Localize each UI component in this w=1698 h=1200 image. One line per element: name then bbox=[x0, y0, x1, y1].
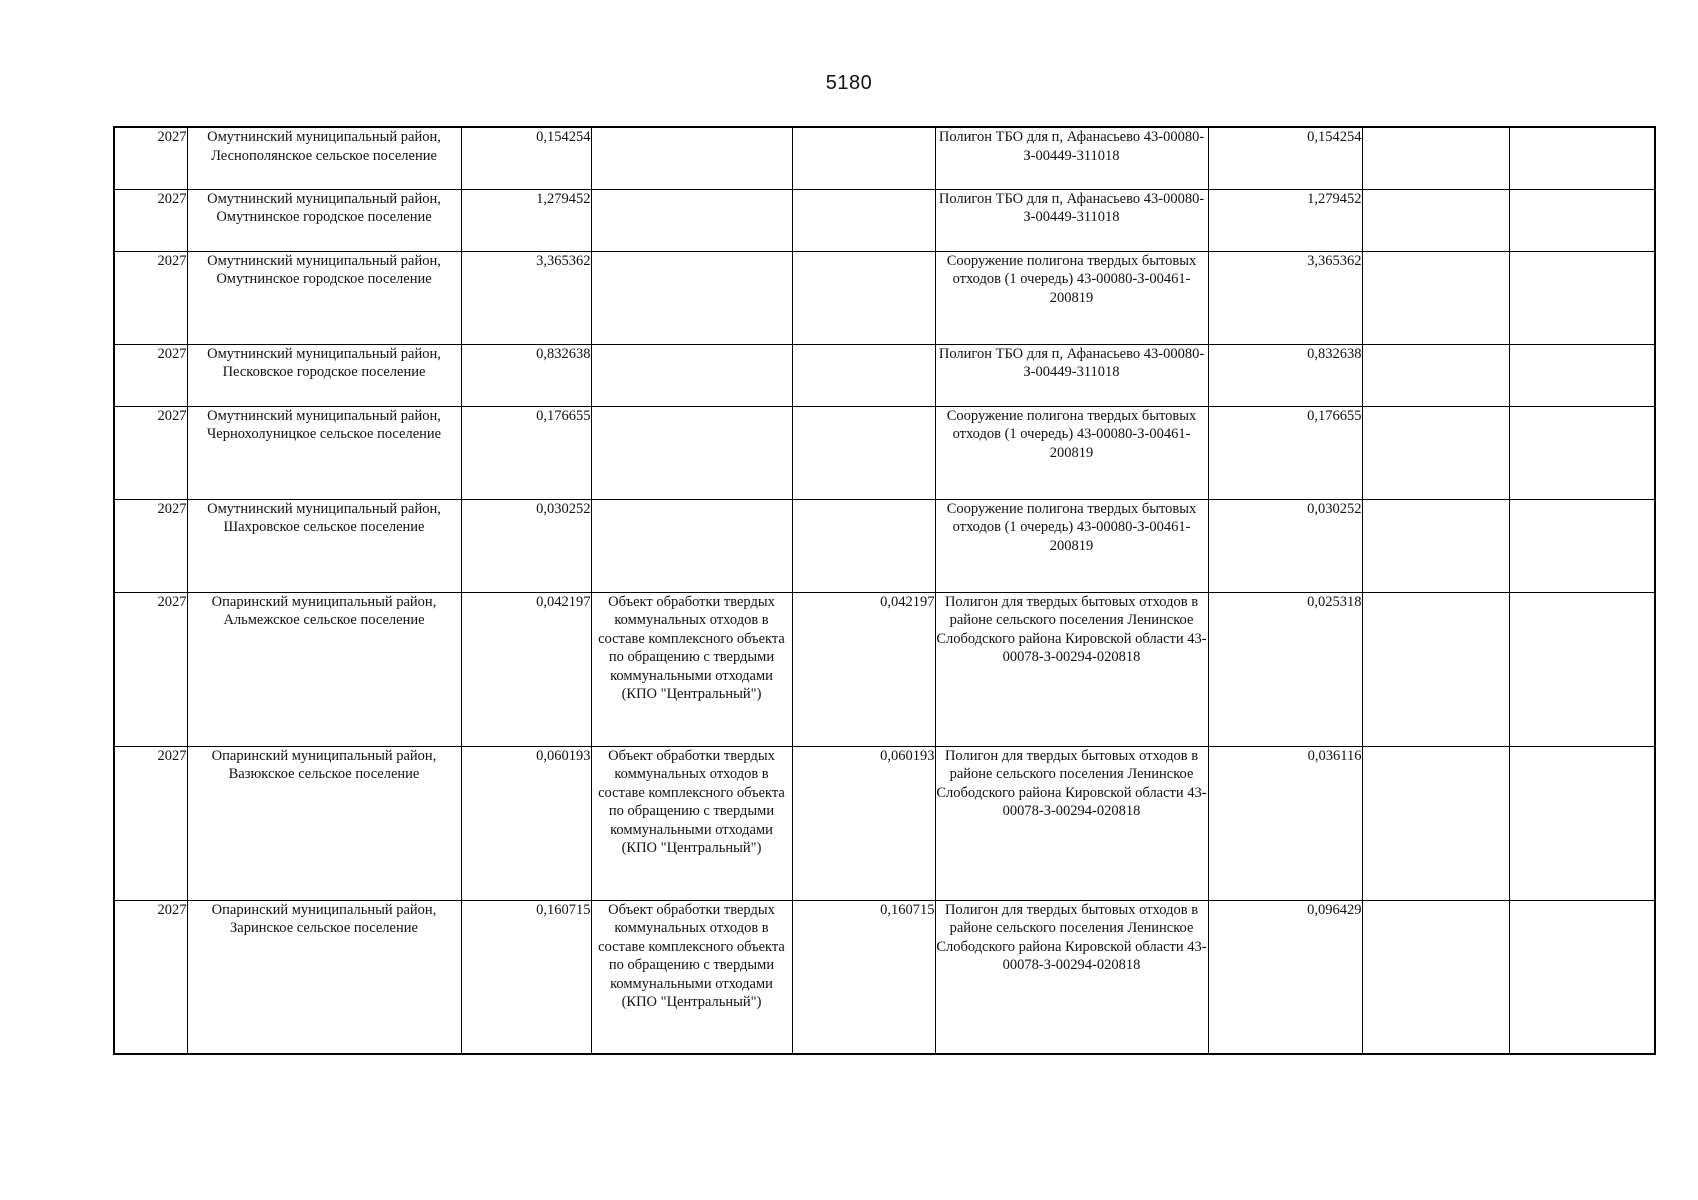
year-cell: 2027 bbox=[114, 746, 187, 900]
empty-cell bbox=[1509, 900, 1655, 1054]
empty-cell bbox=[1509, 251, 1655, 344]
disposal-object-cell: Полигон ТБО для п, Афанасьево 43-00080-З-00449-311018 bbox=[935, 127, 1208, 189]
processing-object-cell bbox=[591, 344, 792, 406]
disposal-object-cell: Полигон ТБО для п, Афанасьево 43-00080-З-00449-311018 bbox=[935, 189, 1208, 251]
disposal-object-cell: Полигон для твердых бытовых отходов в районе сельского поселения Ленинское Слободского района Кировской области 43-00078-З-00294-020818 bbox=[935, 900, 1208, 1054]
processing-volume-cell: 0,160715 bbox=[792, 900, 935, 1054]
territory-cell: Опаринский муниципальный район, Заринское сельское поселение bbox=[187, 900, 461, 1054]
volume-cell: 0,160715 bbox=[461, 900, 591, 1054]
volume-cell: 0,154254 bbox=[461, 127, 591, 189]
processing-object-cell: Объект обработки твердых коммунальных отходов в составе комплексного объекта по обращению с твердыми коммунальными отходами (КПО "Центральный") bbox=[591, 900, 792, 1054]
waste-flow-table bbox=[113, 126, 1656, 1055]
page-number: 5180 bbox=[825, 72, 873, 94]
year-cell: 2027 bbox=[114, 251, 187, 344]
territory-cell: Опаринский муниципальный район, Альмежское сельское поселение bbox=[187, 592, 461, 746]
table-row bbox=[114, 344, 1655, 406]
disposal-volume-cell: 1,279452 bbox=[1208, 189, 1362, 251]
territory-cell: Омутнинский муниципальный район, Шахровское сельское поселение bbox=[187, 499, 461, 592]
table-row bbox=[114, 189, 1655, 251]
disposal-object-cell: Сооружение полигона твердых бытовых отходов (1 очередь) 43-00080-З-00461-200819 bbox=[935, 251, 1208, 344]
volume-cell: 0,176655 bbox=[461, 406, 591, 499]
disposal-object-cell: Полигон ТБО для п, Афанасьево 43-00080-З-00449-311018 bbox=[935, 344, 1208, 406]
processing-volume-cell bbox=[792, 406, 935, 499]
processing-object-cell bbox=[591, 127, 792, 189]
disposal-object-cell: Полигон для твердых бытовых отходов в районе сельского поселения Ленинское Слободского района Кировской области 43-00078-З-00294-020818 bbox=[935, 592, 1208, 746]
processing-object-cell bbox=[591, 499, 792, 592]
disposal-object-cell: Сооружение полигона твердых бытовых отходов (1 очередь) 43-00080-З-00461-200819 bbox=[935, 406, 1208, 499]
volume-cell: 0,042197 bbox=[461, 592, 591, 746]
volume-cell: 3,365362 bbox=[461, 251, 591, 344]
year-cell: 2027 bbox=[114, 592, 187, 746]
empty-cell bbox=[1509, 406, 1655, 499]
year-cell: 2027 bbox=[114, 406, 187, 499]
processing-object-cell bbox=[591, 251, 792, 344]
empty-cell bbox=[1362, 499, 1509, 592]
processing-object-cell: Объект обработки твердых коммунальных отходов в составе комплексного объекта по обращению с твердыми коммунальными отходами (КПО "Центральный") bbox=[591, 592, 792, 746]
disposal-volume-cell: 0,036116 bbox=[1208, 746, 1362, 900]
volume-cell: 0,030252 bbox=[461, 499, 591, 592]
processing-volume-cell bbox=[792, 251, 935, 344]
empty-cell bbox=[1362, 900, 1509, 1054]
empty-cell bbox=[1362, 406, 1509, 499]
territory-cell: Омутнинский муниципальный район, Песковское городское поселение bbox=[187, 344, 461, 406]
table-row bbox=[114, 251, 1655, 344]
empty-cell bbox=[1362, 127, 1509, 189]
empty-cell bbox=[1362, 251, 1509, 344]
disposal-volume-cell: 0,154254 bbox=[1208, 127, 1362, 189]
empty-cell bbox=[1509, 344, 1655, 406]
year-cell: 2027 bbox=[114, 499, 187, 592]
disposal-object-cell: Полигон для твердых бытовых отходов в районе сельского поселения Ленинское Слободского района Кировской области 43-00078-З-00294-020818 bbox=[935, 746, 1208, 900]
year-cell: 2027 bbox=[114, 344, 187, 406]
empty-cell bbox=[1509, 189, 1655, 251]
disposal-volume-cell: 0,030252 bbox=[1208, 499, 1362, 592]
territory-cell: Опаринский муниципальный район, Вазюкское сельское поселение bbox=[187, 746, 461, 900]
empty-cell bbox=[1362, 746, 1509, 900]
disposal-volume-cell: 0,096429 bbox=[1208, 900, 1362, 1054]
territory-cell: Омутнинский муниципальный район, Чернохолуницкое сельское поселение bbox=[187, 406, 461, 499]
year-cell: 2027 bbox=[114, 900, 187, 1054]
processing-volume-cell bbox=[792, 189, 935, 251]
empty-cell bbox=[1362, 189, 1509, 251]
year-cell: 2027 bbox=[114, 189, 187, 251]
territory-cell: Омутнинский муниципальный район, Леснополянское сельское поселение bbox=[187, 127, 461, 189]
table-row bbox=[114, 592, 1655, 746]
territory-cell: Омутнинский муниципальный район, Омутнинское городское поселение bbox=[187, 251, 461, 344]
volume-cell: 1,279452 bbox=[461, 189, 591, 251]
disposal-volume-cell: 0,025318 bbox=[1208, 592, 1362, 746]
empty-cell bbox=[1509, 499, 1655, 592]
processing-volume-cell: 0,042197 bbox=[792, 592, 935, 746]
disposal-volume-cell: 0,176655 bbox=[1208, 406, 1362, 499]
processing-volume-cell bbox=[792, 344, 935, 406]
empty-cell bbox=[1362, 592, 1509, 746]
disposal-object-cell: Сооружение полигона твердых бытовых отходов (1 очередь) 43-00080-З-00461-200819 bbox=[935, 499, 1208, 592]
year-cell: 2027 bbox=[114, 127, 187, 189]
volume-cell: 0,832638 bbox=[461, 344, 591, 406]
processing-object-cell bbox=[591, 406, 792, 499]
disposal-volume-cell: 3,365362 bbox=[1208, 251, 1362, 344]
processing-object-cell: Объект обработки твердых коммунальных отходов в составе комплексного объекта по обращению с твердыми коммунальными отходами (КПО "Центральный") bbox=[591, 746, 792, 900]
table-row bbox=[114, 900, 1655, 1054]
table-row bbox=[114, 499, 1655, 592]
empty-cell bbox=[1509, 127, 1655, 189]
table-row bbox=[114, 746, 1655, 900]
processing-volume-cell bbox=[792, 499, 935, 592]
table-row bbox=[114, 406, 1655, 499]
volume-cell: 0,060193 bbox=[461, 746, 591, 900]
processing-object-cell bbox=[591, 189, 792, 251]
table-row bbox=[114, 127, 1655, 189]
disposal-volume-cell: 0,832638 bbox=[1208, 344, 1362, 406]
empty-cell bbox=[1509, 746, 1655, 900]
empty-cell bbox=[1362, 344, 1509, 406]
empty-cell bbox=[1509, 592, 1655, 746]
processing-volume-cell bbox=[792, 127, 935, 189]
territory-cell: Омутнинский муниципальный район, Омутнинское городское поселение bbox=[187, 189, 461, 251]
processing-volume-cell: 0,060193 bbox=[792, 746, 935, 900]
